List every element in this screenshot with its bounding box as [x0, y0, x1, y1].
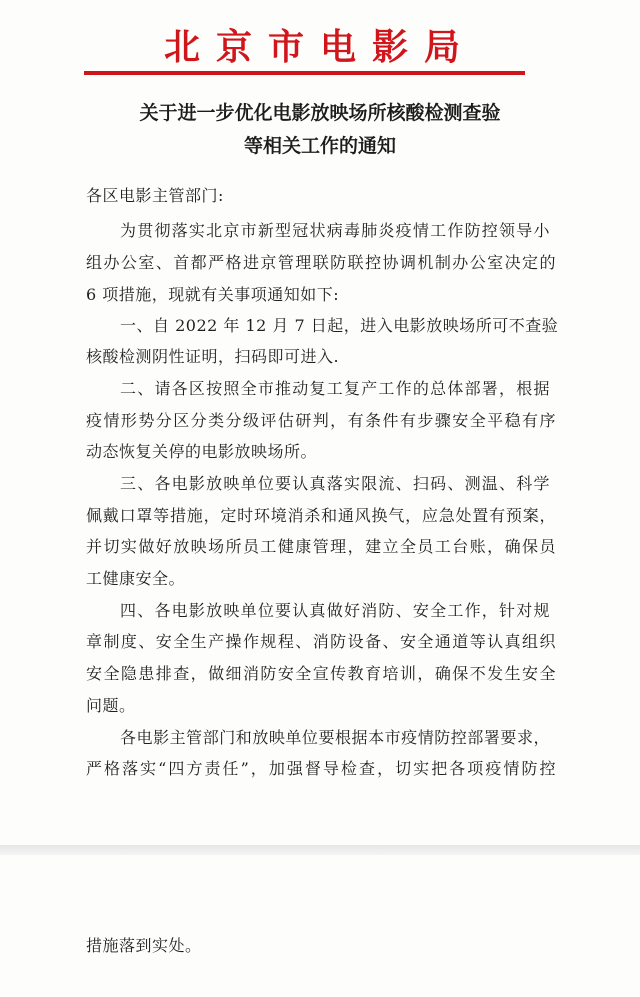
red-divider-line [84, 71, 525, 75]
document-page-2 [0, 855, 640, 997]
body-line: 章制度、安全生产操作规程、消防设备、安全通道等认真组织 [86, 632, 556, 651]
body-line: 严格落实“四方责任”，加强督导检查，切实把各项疫情防控 [86, 759, 556, 778]
issuer-header: 北京市电影局 [163, 27, 476, 68]
body-line: 三、各电影放映单位要认真落实限流、扫码、测温、科学 [120, 474, 550, 493]
body-line: 四、各电影放映单位要认真做好消防、安全工作，针对规 [120, 601, 550, 620]
body-line: 核酸检测阴性证明，扫码即可进入. [86, 347, 340, 366]
body-line: 各电影主管部门和放映单位要根据本市疫情防控部署要求， [120, 728, 550, 747]
page-gap [0, 845, 640, 855]
document-title-line-1: 关于进一步优化电影放映场所核酸检测查验 [139, 102, 501, 124]
body-line: 动态恢复关停的电影放映场所。 [86, 442, 318, 461]
body-line: 二、请各区按照全市推动复工复产工作的总体部署，根据 [120, 379, 550, 398]
body-line: 安全隐患排查，做细消防安全宣传教育培训，确保不发生安全 [86, 664, 556, 683]
body-line: 组办公室、首都严格进京管理联防联控协调机制办公室决定的 [86, 253, 556, 272]
body-line: 佩戴口罩等措施，定时环境消杀和通风换气，应急处置有预案， [86, 506, 556, 525]
body-line: 工健康安全。 [86, 569, 186, 588]
body-line: 问题。 [86, 696, 136, 715]
body-line: 并切实做好放映场所员工健康管理，建立全员工台账，确保员 [86, 537, 556, 556]
body-line: 为贯彻落实北京市新型冠状病毒肺炎疫情工作防控领导小 [120, 221, 550, 240]
body-line: 一、自 2022 年 12 月 7 日起，进入电影放映场所可不查验 [120, 316, 559, 335]
body-line: 6 项措施，现就有关事项通知如下: [86, 285, 340, 304]
body-line-continuation: 措施落到实处。 [86, 936, 202, 955]
body-line: 疫情形势分区分类分级评估研判，有条件有步骤安全平稳有序 [86, 411, 556, 430]
salutation: 各区电影主管部门: [86, 186, 224, 205]
document-title-line-2: 等相关工作的通知 [243, 135, 396, 157]
